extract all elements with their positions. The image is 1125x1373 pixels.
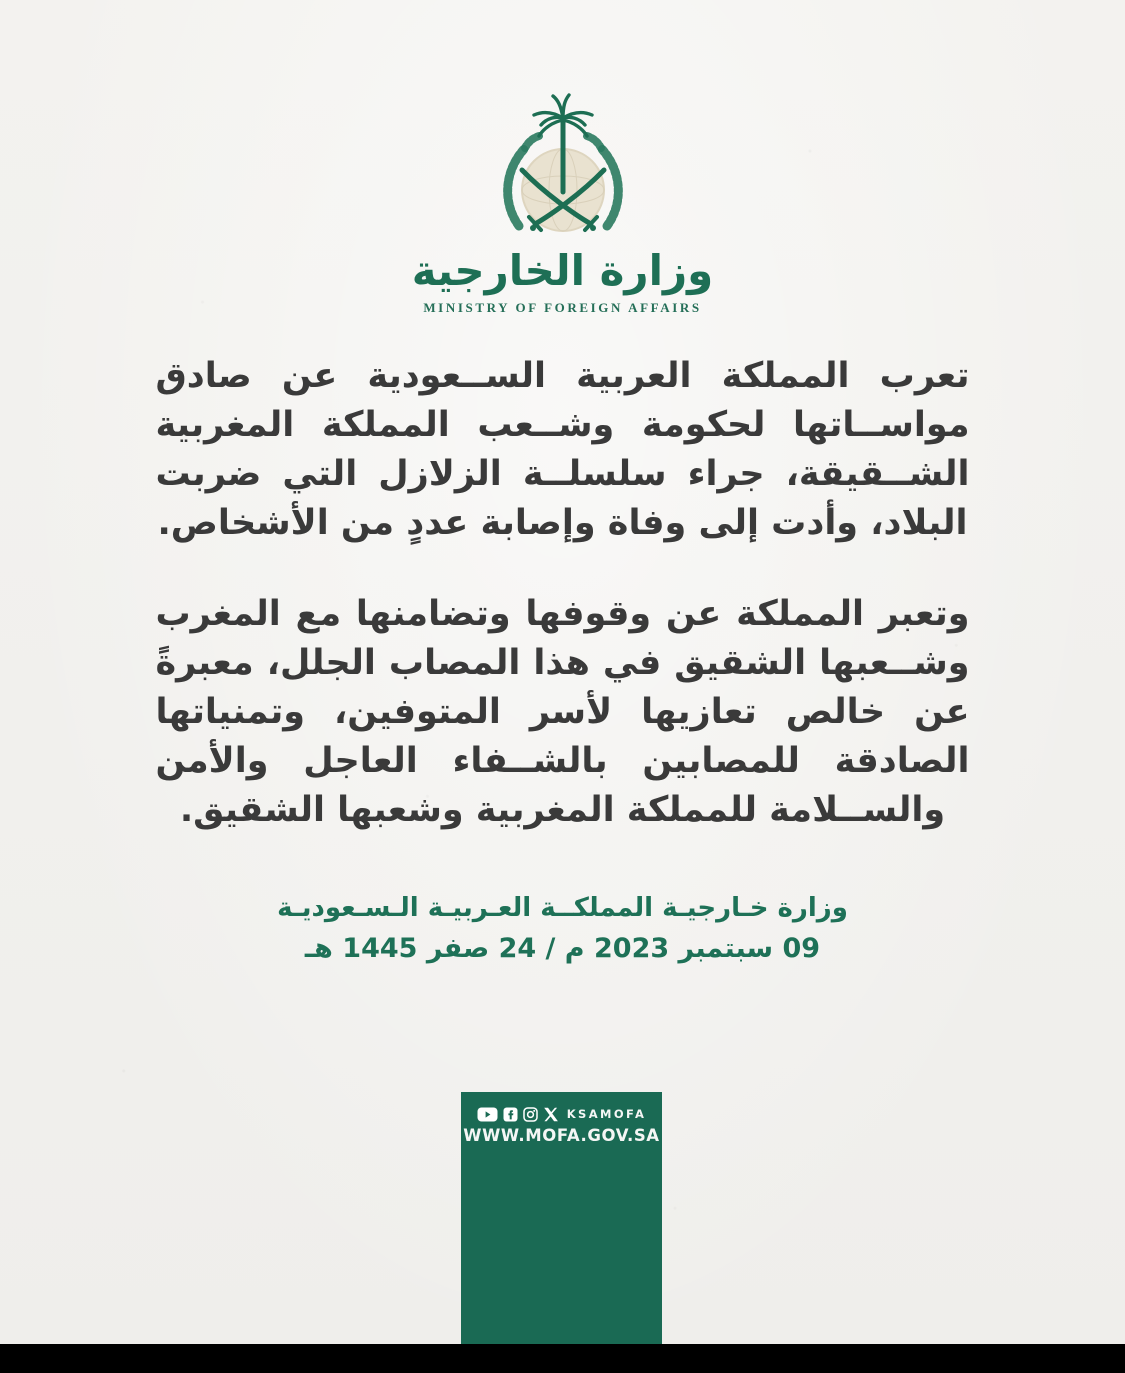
instagram-icon bbox=[523, 1107, 538, 1122]
social-row bbox=[461, 1105, 662, 1123]
x-icon bbox=[543, 1107, 559, 1122]
statement-body bbox=[156, 352, 970, 835]
ministry-name-english: MINISTRY OF FOREIGN AFFAIRS bbox=[423, 300, 702, 316]
issuer-name: وزارة خـارجيـة المملكــة العـربيـة الـسـعوديـة bbox=[277, 893, 848, 923]
signature-block bbox=[0, 893, 1125, 966]
statement-date: 09 سبتمبر 2023 م / 24 صفر 1445 هـ bbox=[304, 933, 821, 965]
facebook-icon bbox=[503, 1107, 518, 1122]
website-url: WWW.MOFA.GOV.SA bbox=[463, 1126, 660, 1145]
youtube-icon bbox=[477, 1107, 498, 1122]
header bbox=[0, 88, 1125, 316]
ministry-name-arabic: وزارة الخارجية bbox=[411, 246, 714, 295]
statement-paragraph-2: وتعبر المملكة عن وقوفها وتضامنها مع المغرب وشــعبها الشقيق في هذا المصاب الجلل، معبرةً عن خالص تعازيها لأسر المتوفين، وتمنياتها الصادقة للمصابين بالشــفاء العاجل والأمن والســلامة للمملكة المغربية وشعبها الشقيق. bbox=[155, 594, 970, 830]
social-handle-label: KSAMOFA bbox=[566, 1107, 647, 1121]
footer-green-box bbox=[461, 1092, 662, 1344]
mofa-emblem-logo bbox=[483, 88, 643, 240]
statement-paragraph-1: تعرب المملكة العربية الســعودية عن صادق مواســاتها لحكومة وشــعب المملكة المغربية الشــقيقة، جراء سلسلــة الزلازل التي ضربت البلاد، وأدت إلى وفاة وإصابة عددٍ من الأشخاص. bbox=[155, 356, 970, 543]
bottom-black-bar bbox=[0, 1344, 1125, 1373]
